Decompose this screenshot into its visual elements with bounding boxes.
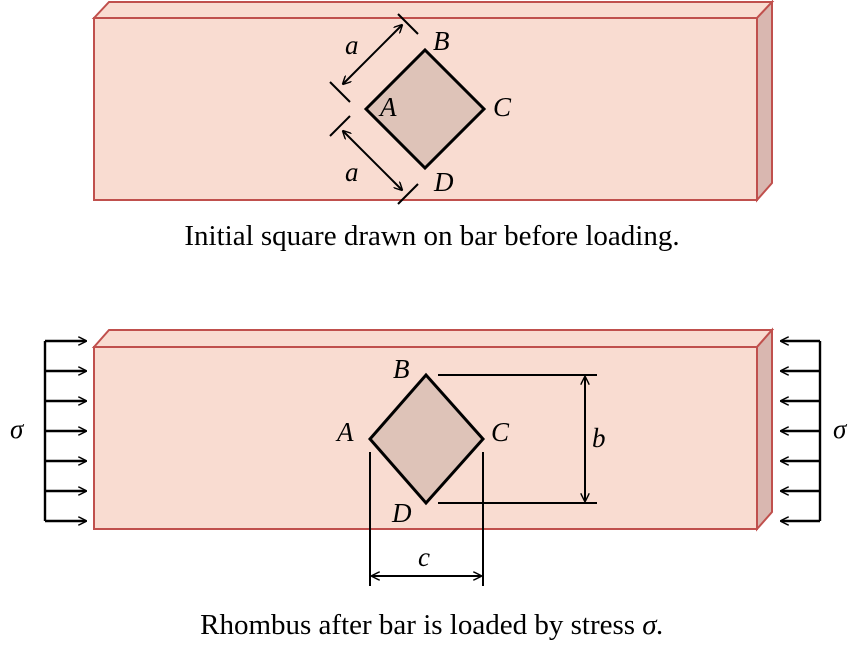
stress-label-left: σ [10, 414, 24, 444]
stress-label-right: σ [833, 414, 847, 444]
bottom-bar-top-face [94, 330, 772, 347]
top-caption: Initial square drawn on bar before loading. [184, 220, 680, 252]
rhombus-vertex-label-B: B [393, 354, 410, 384]
rhombus-vertex-label-C: C [491, 417, 510, 447]
rhombus-vertex-label-D: D [392, 498, 412, 528]
vertex-label-B: B [433, 26, 450, 56]
top-bar-side-face [757, 2, 772, 200]
bottom-figure [10, 330, 848, 641]
vertex-label-C: C [493, 92, 512, 122]
right-stress-arrows [781, 341, 820, 521]
top-bar-top-face [94, 2, 772, 18]
dimension-label-b: b [592, 423, 606, 453]
dimension-label-a-upper: a [345, 30, 359, 60]
vertex-label-A: A [380, 92, 397, 122]
dimension-label-a-lower: a [345, 157, 359, 187]
rhombus-vertex-label-A: A [337, 417, 354, 447]
top-figure [94, 2, 772, 252]
left-stress-arrows [45, 341, 86, 521]
vertex-label-D: D [434, 167, 454, 197]
bottom-caption-text: Rhombus after bar is loaded by stress [200, 609, 643, 641]
bottom-caption [200, 609, 664, 641]
bottom-caption-sigma: σ. [642, 609, 664, 641]
dimension-label-c: c [418, 542, 430, 572]
bottom-bar-side-face [757, 330, 772, 529]
